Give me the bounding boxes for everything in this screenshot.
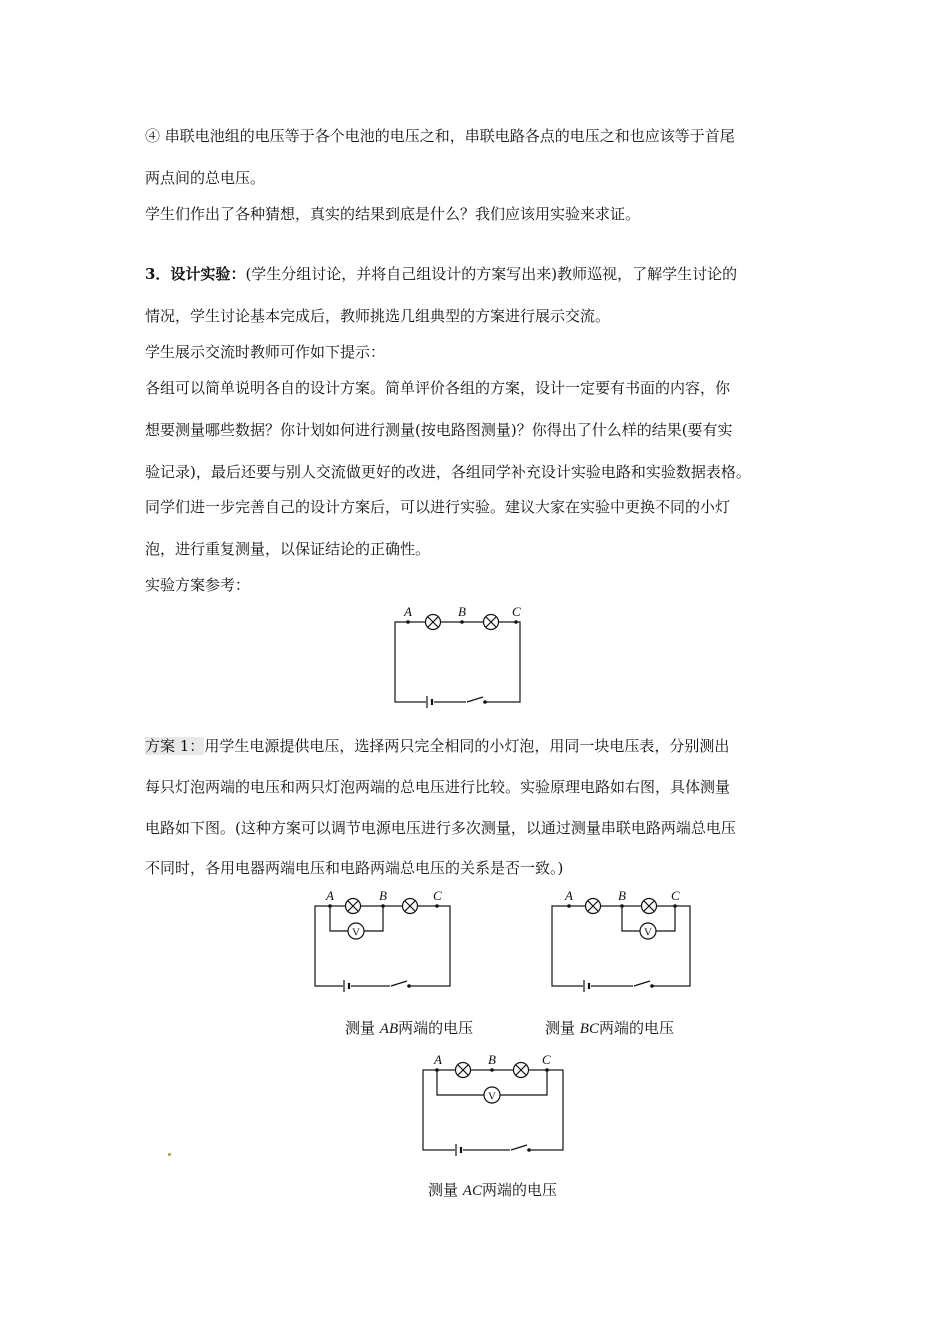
paragraph-5-line-2: 想要测量哪些数据？你计划如何进行测量(按电路图测量)？你得出了什么样的结果(要有实 xyxy=(145,421,733,439)
paragraph-5-line-1: 各组可以简单说明各自的设计方案。简单评价各组的方案，设计一定要有书面的内容，你 xyxy=(145,379,731,397)
paragraph-1-line-1: ④ 串联电池组的电压等于各个电池的电压之和，串联电路各点的电压之和也应该等于首尾 xyxy=(145,127,735,145)
point-c-label: C xyxy=(433,888,442,903)
point-a-label: A xyxy=(565,888,573,903)
reference-circuit-diagram xyxy=(390,602,540,712)
paragraph-3-line-1 xyxy=(145,264,737,284)
section-heading: 3．设计实验： xyxy=(145,265,246,283)
caption-measure-bc: 测量 BC两端的电压 xyxy=(545,1019,674,1037)
point-b-label: B xyxy=(379,888,387,903)
paragraph-1-line-2: 两点间的总电压。 xyxy=(145,169,266,187)
paragraph-6-line-2: 泡，进行重复测量，以保证结论的正确性。 xyxy=(145,540,431,558)
paragraph-5-line-3: 验记录)，最后还要与别人交流做更好的改进，各组同学补充设计实验电路和实验数据表格。 xyxy=(145,463,751,481)
circuit-measure-bc xyxy=(547,886,697,996)
voltmeter-label: V xyxy=(352,926,360,939)
scheme-1-label: 方案 1： xyxy=(145,737,205,755)
paragraph-2: 学生们作出了各种猜想，真实的结果到底是什么？我们应该用实验来求证。 xyxy=(145,205,641,223)
lamp-2-icon xyxy=(484,615,499,630)
point-c-label: C xyxy=(542,1052,551,1067)
battery-icon xyxy=(426,696,434,708)
paragraph-3-line-2: 情况，学生讨论基本完成后，教师挑选几组典型的方案进行展示交流。 xyxy=(145,307,611,325)
point-b-label: B xyxy=(618,888,626,903)
point-b-label: B xyxy=(488,1052,496,1067)
point-c-label: C xyxy=(512,604,521,619)
switch-icon xyxy=(466,697,486,706)
circuit-measure-ab xyxy=(310,886,460,996)
paragraph-8-line-4: 不同时，各用电器两端电压和电路两端总电压的关系是否一致。) xyxy=(145,859,564,877)
paragraph-3-text: (学生分组讨论，并将自己组设计的方案写出来)教师巡视，了解学生讨论的 xyxy=(245,265,738,283)
paragraph-8-line-3: 电路如下图。(这种方案可以调节电源电压进行多次测量，以通过测量串联电路两端总电压 xyxy=(145,819,736,837)
caption-measure-ac: 测量 AC两端的电压 xyxy=(428,1181,557,1199)
paragraph-6-line-1: 同学们进一步完善自己的设计方案后，可以进行实验。建议大家在实验中更换不同的小灯 xyxy=(145,498,731,516)
paragraph-4: 学生展示交流时教师可作如下提示： xyxy=(145,343,386,361)
point-a-label: A xyxy=(326,888,334,903)
circuit-measure-ac xyxy=(418,1050,573,1160)
point-b-label: B xyxy=(458,604,466,619)
point-a-label: A xyxy=(404,604,412,619)
voltmeter-label: V xyxy=(488,1090,496,1103)
point-a-label: A xyxy=(434,1052,442,1067)
stray-mark xyxy=(168,1153,171,1156)
paragraph-8-line-2: 每只灯泡两端的电压和两只灯泡两端的总电压进行比较。实验原理电路如右图，具体测量 xyxy=(145,778,731,796)
voltmeter-label: V xyxy=(644,926,652,939)
paragraph-7: 实验方案参考： xyxy=(145,576,251,594)
paragraph-8-line-1 xyxy=(145,736,729,756)
paragraph-8-text: 用学生电源提供电压，选择两只完全相同的小灯泡，用同一块电压表，分别测出 xyxy=(204,737,730,755)
point-c-label: C xyxy=(671,888,680,903)
caption-measure-ab: 测量 AB两端的电压 xyxy=(345,1019,474,1037)
lamp-1-icon xyxy=(426,615,441,630)
